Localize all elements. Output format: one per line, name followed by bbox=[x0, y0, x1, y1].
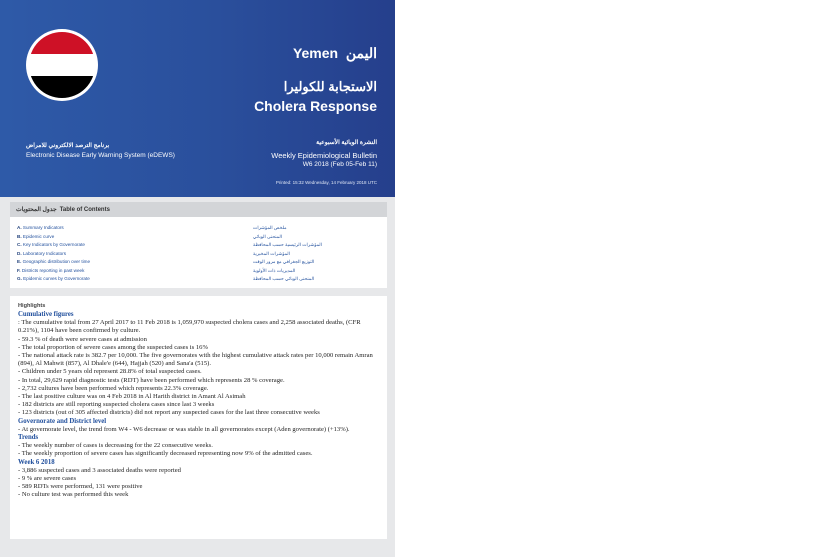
toc-item[interactable] bbox=[17, 225, 381, 234]
toc-item-letter: F. bbox=[17, 267, 21, 273]
toc-item[interactable] bbox=[17, 242, 381, 251]
toc-item[interactable] bbox=[17, 268, 381, 277]
highlights-panel bbox=[10, 296, 387, 539]
highlight-line: - 9 % are severe cases bbox=[18, 475, 77, 483]
toc-item-label[interactable]: Laboratory Indicators bbox=[22, 250, 67, 256]
highlight-line: : The cumulative total from 27 April 2017 to 11 Feb 2018 is 1,059,970 suspected cholera cases and 2,258 associated deaths, (CFR 0.21%), 1104 have been confirmed by culture. bbox=[18, 319, 361, 335]
highlights-title: Highlights bbox=[18, 303, 46, 309]
section-heading: Week 6 2018 bbox=[18, 458, 55, 466]
highlight-line: - The national attack rate is 382.7 per 10,000. The five governorates with the highest cumulative attack rates per 10,000 remain Amran (894), Al Mahwit (857), Al Dhale'e (644), Hajjah (520) and Sana'a (515). bbox=[18, 352, 373, 368]
toc-item-label-ar[interactable]: التوزيع الجغرافي مع مرور الوقت bbox=[253, 259, 315, 264]
toc-header: جدول المحتويات Table of Contents bbox=[10, 202, 387, 217]
highlight-line: - In total, 29,629 rapid diagnostic tests (RDT) have been performed which represents 28 % coverage. bbox=[18, 376, 285, 384]
highlights-body bbox=[18, 311, 380, 500]
toc-item-label[interactable]: Summary Indicators bbox=[22, 225, 64, 230]
bulletin-page bbox=[0, 0, 395, 557]
cumulative-list bbox=[18, 319, 380, 417]
toc-item-label-ar[interactable]: المديريات ذات الأولوية bbox=[253, 267, 296, 273]
toc-item[interactable] bbox=[17, 259, 381, 268]
toc-item-label-ar[interactable]: ملخص المؤشرات bbox=[253, 225, 287, 230]
highlight-line: - The weekly number of cases is decreasing for the 22 consecutive weeks. bbox=[18, 442, 213, 450]
toc-item-label-ar[interactable]: المنحنى الوبائي bbox=[253, 233, 283, 239]
printed-timestamp: Printed: 15:32 Wednesday, 14 February 2018 UTC bbox=[275, 180, 377, 185]
highlight-line: - The last positive culture was on 4 Feb 2018 in Al Harith district in Amant Al Asimah bbox=[18, 393, 246, 401]
section-heading: Governorate and District level bbox=[18, 417, 107, 425]
toc-item-label[interactable]: Geographic distribution over time bbox=[22, 259, 91, 264]
trends-list bbox=[18, 442, 380, 458]
toc-item-label-ar[interactable]: المؤشرات المخبرية bbox=[253, 250, 290, 256]
system-name: Electronic Disease Early Warning System (eDEWS) bbox=[26, 152, 175, 159]
toc-item-letter: B. bbox=[17, 233, 22, 239]
governorate-list bbox=[18, 426, 380, 434]
highlight-line: - 182 districts are still reporting suspected cholera cases since last 3 weeks bbox=[18, 401, 215, 409]
toc-item-label-ar[interactable]: المؤشرات الرئيسية حسب المحافظة bbox=[253, 242, 322, 247]
bulletin-title: Weekly Epidemiological Bulletin bbox=[271, 151, 377, 160]
highlight-line: - The weekly proportion of severe cases has significantly decreased representing now 9% of the admitted cases. bbox=[18, 450, 313, 458]
highlight-line: - The total proportion of severe cases among the suspected cases is 16% bbox=[18, 343, 208, 351]
highlight-line: - Children under 5 years old represent 28.8% of total suspected cases. bbox=[18, 368, 202, 376]
highlight-line: - 3,886 suspected cases and 3 associated deaths were reported bbox=[18, 466, 181, 474]
toc-item[interactable] bbox=[17, 234, 381, 243]
yemen-flag-icon bbox=[26, 29, 98, 101]
week-list bbox=[18, 467, 380, 500]
toc-item-label[interactable]: Districts reporting in past week bbox=[21, 267, 85, 273]
toc-item-label[interactable]: Epidemic curves by Governorate bbox=[23, 276, 90, 281]
toc-list bbox=[17, 225, 381, 285]
toc-item-letter: G. bbox=[17, 276, 22, 281]
toc-item-letter: A. bbox=[17, 225, 22, 230]
highlight-line: - 589 RDTs were performed, 131 were positive bbox=[18, 483, 143, 491]
toc-item-letter: E. bbox=[17, 259, 22, 264]
toc-item-letter: C. bbox=[17, 242, 22, 247]
toc-item-letter: D. bbox=[17, 250, 22, 256]
section-heading: Cumulative figures bbox=[18, 311, 74, 318]
toc-item-label[interactable]: Key Indicators by Governorate bbox=[22, 242, 85, 247]
highlight-line: - At governorate level, the trend from W4 - W6 decrease or was stable in all governorates except (Aden governorate) (+13%). bbox=[18, 425, 350, 433]
country-title: Yemen اليمن bbox=[292, 45, 377, 61]
section-heading: Trends bbox=[18, 434, 39, 442]
toc-item[interactable] bbox=[17, 276, 381, 285]
highlight-line: - 123 districts (out of 305 affected districts) did not report any suspected cases for the last three consecutive weeks bbox=[18, 409, 320, 417]
cover-banner bbox=[0, 0, 395, 197]
bulletin-week: W6 2018 (Feb 05-Feb 11) bbox=[302, 161, 377, 168]
response-title: Cholera Response bbox=[254, 98, 377, 114]
highlight-line: - No culture test was performed this week bbox=[18, 491, 129, 499]
toc-item[interactable] bbox=[17, 251, 381, 260]
table-of-contents bbox=[10, 202, 387, 288]
highlight-line: - 2,732 cultures have been performed which represents 22.3% coverage. bbox=[18, 384, 209, 392]
highlight-line: - 59.3 % of death were severe cases at admission bbox=[18, 335, 147, 343]
response-title-ar: الاستجابة للكوليرا bbox=[283, 79, 377, 94]
system-name-ar: برنامج الترصد الالكتروني للامراض bbox=[26, 143, 110, 149]
bulletin-title-ar: النشرة الوبائية الأسبوعية bbox=[316, 140, 377, 146]
toc-item-label-ar[interactable]: المنحنى الوبائي حسب المحافظة bbox=[253, 276, 315, 281]
toc-item-label[interactable]: Epidemic curve bbox=[22, 233, 55, 239]
